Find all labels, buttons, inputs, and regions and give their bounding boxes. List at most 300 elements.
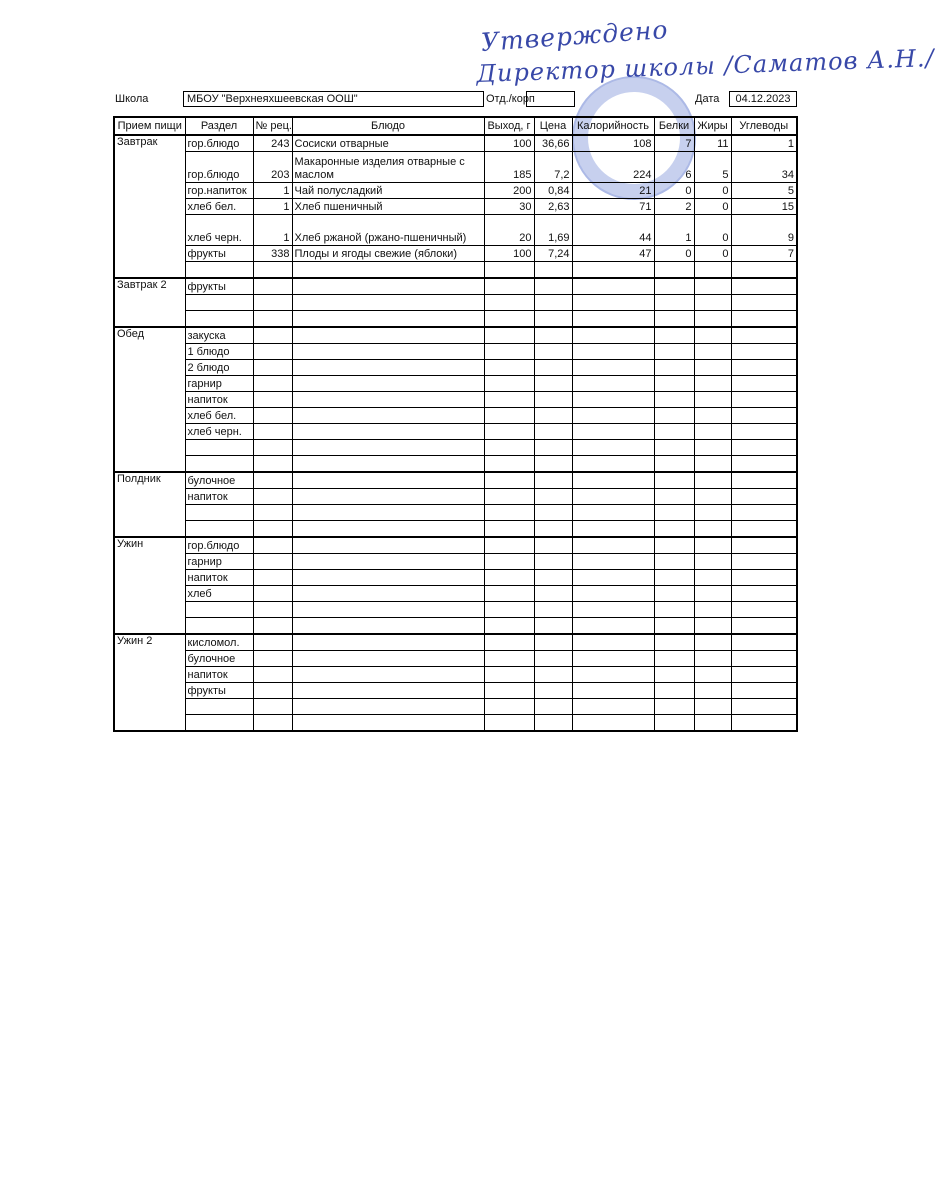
recipe-cell: 1 [253,199,292,215]
recipe-cell [253,537,292,554]
calories-cell [572,440,654,456]
protein-cell [654,683,694,699]
section-cell: фрукты [185,246,253,262]
fat-cell [694,570,731,586]
table-row [114,392,797,408]
calories-cell [572,408,654,424]
calories-cell: 71 [572,199,654,215]
director-name: /Саматов А.Н./ [723,44,935,80]
recipe-cell [253,440,292,456]
table-row [114,554,797,570]
dish-cell [292,424,484,440]
carbs-cell: 1 [731,135,797,152]
output-cell [484,295,534,311]
price-cell: 2,63 [534,199,572,215]
output-cell: 100 [484,246,534,262]
price-cell [534,392,572,408]
output-cell [484,472,534,489]
protein-cell [654,344,694,360]
recipe-cell [253,667,292,683]
price-cell [534,554,572,570]
column-header: Жиры [694,117,731,135]
section-cell: 2 блюдо [185,360,253,376]
fat-cell [694,311,731,328]
output-cell [484,278,534,295]
calories-cell [572,570,654,586]
protein-cell [654,537,694,554]
protein-cell [654,554,694,570]
fat-cell [694,278,731,295]
section-cell [185,311,253,328]
calories-cell [572,472,654,489]
dish-cell [292,586,484,602]
dish-cell [292,505,484,521]
dish-cell [292,618,484,635]
recipe-cell [253,699,292,715]
carbs-cell [731,424,797,440]
meal-name: Ужин [114,537,185,634]
recipe-cell: 203 [253,152,292,183]
table-row [114,278,797,295]
carbs-cell [731,344,797,360]
recipe-cell [253,683,292,699]
protein-cell [654,278,694,295]
carbs-cell: 5 [731,183,797,199]
output-cell [484,521,534,538]
recipe-cell [253,521,292,538]
output-cell [484,344,534,360]
section-cell: гарнир [185,376,253,392]
output-cell [484,327,534,344]
recipe-cell: 243 [253,135,292,152]
carbs-cell [731,618,797,635]
carbs-cell: 34 [731,152,797,183]
price-cell [534,505,572,521]
carbs-cell [731,262,797,279]
table-row [114,246,797,262]
section-cell: 1 блюдо [185,344,253,360]
output-cell: 20 [484,215,534,246]
calories-cell [572,667,654,683]
meal-name: Обед [114,327,185,472]
protein-cell [654,618,694,635]
table-row [114,327,797,344]
dish-cell [292,699,484,715]
fat-cell [694,295,731,311]
section-cell: булочное [185,651,253,667]
protein-cell [654,570,694,586]
recipe-cell: 1 [253,215,292,246]
price-cell [534,311,572,328]
calories-cell [572,699,654,715]
table-row [114,135,797,152]
carbs-cell [731,634,797,651]
table-row [114,651,797,667]
protein-cell [654,634,694,651]
calories-cell [572,424,654,440]
column-header: Калорийность [572,117,654,135]
fat-cell [694,651,731,667]
output-cell [484,634,534,651]
recipe-cell [253,262,292,279]
approval-approved-handwriting: Утверждено [480,14,670,57]
calories-cell [572,683,654,699]
section-cell: фрукты [185,278,253,295]
protein-cell [654,715,694,732]
table-row [114,183,797,199]
date-label: Дата [695,93,720,105]
output-cell [484,651,534,667]
carbs-cell [731,570,797,586]
protein-cell [654,456,694,473]
fat-cell [694,683,731,699]
price-cell: 0,84 [534,183,572,199]
output-cell [484,586,534,602]
fat-cell [694,602,731,618]
carbs-cell [731,586,797,602]
output-cell [484,392,534,408]
table-row [114,152,797,183]
fat-cell [694,376,731,392]
carbs-cell [731,456,797,473]
dept-field [526,91,575,107]
price-cell: 36,66 [534,135,572,152]
dish-cell: Сосиски отварные [292,135,484,152]
table-row [114,489,797,505]
protein-cell [654,295,694,311]
dish-cell: Чай полусладкий [292,183,484,199]
section-cell: напиток [185,667,253,683]
fat-cell [694,521,731,538]
output-cell [484,683,534,699]
table-row [114,295,797,311]
price-cell [534,715,572,732]
dish-cell [292,683,484,699]
recipe-cell [253,344,292,360]
section-cell [185,295,253,311]
protein-cell [654,408,694,424]
section-cell: гор.напиток [185,183,253,199]
calories-cell [572,360,654,376]
dish-cell [292,634,484,651]
recipe-cell [253,505,292,521]
carbs-cell [731,311,797,328]
carbs-cell: 7 [731,246,797,262]
recipe-cell [253,715,292,732]
carbs-cell [731,278,797,295]
fat-cell [694,408,731,424]
price-cell [534,489,572,505]
dish-cell: Макаронные изделия отварные с маслом [292,152,484,183]
section-cell: хлеб бел. [185,408,253,424]
table-row [114,456,797,473]
calories-cell [572,311,654,328]
calories-cell [572,602,654,618]
table-row [114,537,797,554]
fat-cell [694,634,731,651]
recipe-cell [253,392,292,408]
output-cell [484,424,534,440]
recipe-cell [253,278,292,295]
table-row [114,505,797,521]
carbs-cell: 9 [731,215,797,246]
section-cell: закуска [185,327,253,344]
price-cell [534,570,572,586]
column-header: Блюдо [292,117,484,135]
recipe-cell [253,424,292,440]
table-row [114,311,797,328]
fat-cell [694,424,731,440]
carbs-cell [731,699,797,715]
fat-cell [694,472,731,489]
protein-cell [654,472,694,489]
dish-cell [292,554,484,570]
protein-cell: 1 [654,215,694,246]
section-cell: гор.блюдо [185,135,253,152]
dish-cell [292,715,484,732]
column-header: Выход, г [484,117,534,135]
recipe-cell [253,554,292,570]
price-cell [534,408,572,424]
recipe-cell [253,618,292,635]
calories-cell: 224 [572,152,654,183]
table-row [114,570,797,586]
calories-cell [572,651,654,667]
protein-cell [654,376,694,392]
calories-cell [572,634,654,651]
price-cell [534,456,572,473]
recipe-cell [253,489,292,505]
fat-cell [694,715,731,732]
dish-cell [292,651,484,667]
protein-cell [654,440,694,456]
recipe-cell [253,651,292,667]
section-cell [185,505,253,521]
protein-cell [654,505,694,521]
output-cell [484,262,534,279]
price-cell [534,295,572,311]
table-row [114,376,797,392]
price-cell [534,651,572,667]
protein-cell [654,699,694,715]
dish-cell [292,344,484,360]
price-cell [534,602,572,618]
calories-cell [572,505,654,521]
table-row [114,634,797,651]
carbs-cell [731,521,797,538]
section-cell [185,521,253,538]
output-cell [484,440,534,456]
table-row [114,683,797,699]
section-cell [185,699,253,715]
table-row [114,586,797,602]
carbs-cell [731,295,797,311]
dish-cell [292,489,484,505]
table-row [114,521,797,538]
fat-cell [694,489,731,505]
table-row [114,408,797,424]
dish-cell: Плоды и ягоды свежие (яблоки) [292,246,484,262]
column-header: Раздел [185,117,253,135]
table-row [114,699,797,715]
section-cell: фрукты [185,683,253,699]
section-cell: хлеб [185,586,253,602]
carbs-cell [731,440,797,456]
protein-cell: 0 [654,183,694,199]
fat-cell: 0 [694,199,731,215]
price-cell [534,327,572,344]
section-cell [185,602,253,618]
output-cell [484,489,534,505]
price-cell [534,683,572,699]
fat-cell [694,360,731,376]
protein-cell [654,424,694,440]
protein-cell [654,602,694,618]
section-cell: гор.блюдо [185,537,253,554]
fat-cell [694,456,731,473]
section-cell [185,456,253,473]
protein-cell [654,667,694,683]
fat-cell: 0 [694,215,731,246]
carbs-cell [731,505,797,521]
output-cell: 185 [484,152,534,183]
fat-cell: 0 [694,246,731,262]
section-cell: хлеб черн. [185,424,253,440]
protein-cell [654,327,694,344]
calories-cell [572,537,654,554]
output-cell [484,360,534,376]
recipe-cell [253,586,292,602]
fat-cell [694,505,731,521]
recipe-cell [253,295,292,311]
protein-cell: 2 [654,199,694,215]
output-cell [484,456,534,473]
table-row [114,472,797,489]
fat-cell: 0 [694,183,731,199]
calories-cell [572,715,654,732]
carbs-cell [731,602,797,618]
output-cell [484,715,534,732]
table-row [114,360,797,376]
calories-cell [572,521,654,538]
table-row [114,215,797,246]
carbs-cell [731,683,797,699]
table-row [114,667,797,683]
protein-cell [654,311,694,328]
price-cell [534,360,572,376]
carbs-cell [731,651,797,667]
fat-cell: 5 [694,152,731,183]
section-cell: гарнир [185,554,253,570]
calories-cell: 47 [572,246,654,262]
section-cell: хлеб бел. [185,199,253,215]
director-title: Директор школы [476,51,717,88]
calories-cell [572,376,654,392]
section-cell [185,618,253,635]
carbs-cell [731,392,797,408]
recipe-cell [253,602,292,618]
carbs-cell [731,554,797,570]
protein-cell [654,586,694,602]
dish-cell [292,295,484,311]
dish-cell [292,521,484,538]
protein-cell: 0 [654,246,694,262]
price-cell [534,472,572,489]
column-header: Белки [654,117,694,135]
carbs-cell [731,537,797,554]
price-cell [534,376,572,392]
table-row [114,602,797,618]
fat-cell [694,667,731,683]
meal-name: Завтрак 2 [114,278,185,327]
fat-cell [694,262,731,279]
price-cell: 7,24 [534,246,572,262]
calories-cell [572,327,654,344]
dish-cell [292,262,484,279]
dish-cell [292,311,484,328]
table-row [114,262,797,279]
output-cell: 30 [484,199,534,215]
dish-cell [292,360,484,376]
carbs-cell [731,408,797,424]
price-cell [534,278,572,295]
fat-cell [694,618,731,635]
price-cell [534,618,572,635]
column-header: № рец. [253,117,292,135]
fat-cell [694,392,731,408]
recipe-cell [253,472,292,489]
meal-name: Завтрак [114,135,185,278]
section-cell: кисломол. [185,634,253,651]
recipe-cell [253,376,292,392]
price-cell [534,699,572,715]
table-row [114,199,797,215]
price-cell [534,262,572,279]
dish-cell [292,440,484,456]
fat-cell [694,586,731,602]
output-cell [484,570,534,586]
protein-cell: 7 [654,135,694,152]
carbs-cell: 15 [731,199,797,215]
recipe-cell [253,456,292,473]
section-cell: хлеб черн. [185,215,253,246]
calories-cell [572,262,654,279]
section-cell: напиток [185,570,253,586]
calories-cell: 44 [572,215,654,246]
section-cell: булочное [185,472,253,489]
fat-cell [694,327,731,344]
recipe-cell [253,634,292,651]
dept-label: Отд./корп [486,93,535,105]
section-cell: гор.блюдо [185,152,253,183]
calories-cell [572,554,654,570]
dish-cell [292,570,484,586]
recipe-cell [253,408,292,424]
protein-cell [654,651,694,667]
dish-cell [292,376,484,392]
calories-cell [572,278,654,295]
protein-cell [654,262,694,279]
price-cell [534,537,572,554]
price-cell [534,424,572,440]
dish-cell [292,602,484,618]
recipe-cell [253,327,292,344]
dish-cell [292,278,484,295]
price-cell: 7,2 [534,152,572,183]
column-header: Цена [534,117,572,135]
output-cell [484,554,534,570]
price-cell: 1,69 [534,215,572,246]
